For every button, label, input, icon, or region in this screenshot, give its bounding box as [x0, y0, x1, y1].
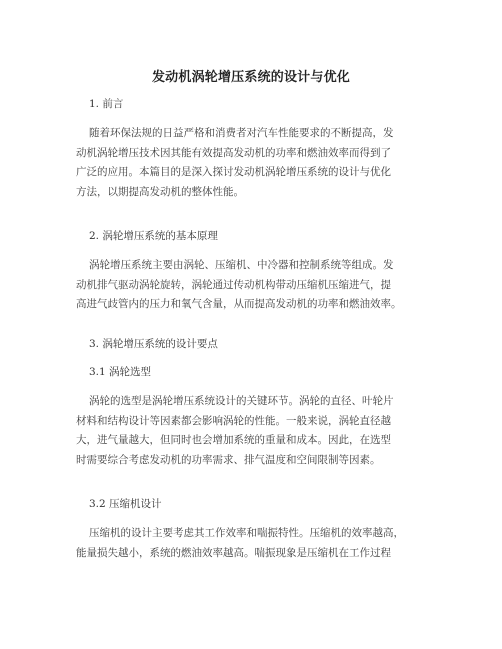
section-heading-design-points: 3. 涡轮增压系统的设计要点 — [89, 338, 218, 350]
section-heading-introduction: 1. 前言 — [89, 98, 124, 110]
paragraph-compressor-design — [76, 524, 404, 563]
subsection-heading-turbine-selection: 3.1 涡轮选型 — [89, 366, 152, 378]
text-line: 大，进气量越大，但同时也会增加系统的重量和成本。因此，在选型 — [76, 434, 391, 446]
section-heading-principle: 2. 涡轮增压系统的基本原理 — [89, 230, 218, 242]
text-line: 方法，以期提高发动机的整体性能。 — [76, 185, 244, 198]
text-line: 随着环保法规的日益严格和消费者对汽车性能要求的不断提高，发 — [89, 127, 394, 139]
text-line: 动机排气驱动涡轮旋转，涡轮通过传动机构带动压缩机压缩进气，提 — [76, 278, 391, 291]
text-line: 能量损失越小，系统的燃油效率越高。喘振现象是压缩机在工作过程 — [76, 546, 391, 559]
text-line: 动机涡轮增压技术因其能有效提高发动机的功率和燃油效率而得到了 — [76, 146, 391, 159]
text-line: 高进气歧管内的压力和氧气含量，从而提高发动机的功率和燃油效率。 — [76, 298, 402, 310]
text-line: 涡轮的选型是涡轮增压系统设计的关键环节。涡轮的直径、叶轮片 — [89, 395, 394, 407]
text-line: 压缩机的设计主要考虑其工作效率和喘振特性。压缩机的效率越高， — [89, 527, 404, 539]
subsection-heading-compressor-design: 3.2 压缩机设计 — [89, 498, 162, 510]
text-line: 时需要综合考虑发动机的功率需求、排气温度和空间限制等因素。 — [76, 453, 381, 466]
text-line: 材料和结构设计等因素都会影响涡轮的性能。一般来说，涡轮直径越 — [76, 414, 391, 427]
paragraph-principle — [76, 256, 402, 315]
paragraph-introduction — [76, 124, 394, 202]
paragraph-turbine-selection — [76, 392, 394, 470]
document-title: 发动机涡轮增压系统的设计与优化 — [151, 70, 350, 85]
text-line: 涡轮增压系统主要由涡轮、压缩机、中冷器和控制系统等组成。发 — [89, 259, 394, 271]
text-line: 广泛的应用。本篇目的是深入探讨发动机涡轮增压系统的设计与优化 — [76, 166, 391, 178]
